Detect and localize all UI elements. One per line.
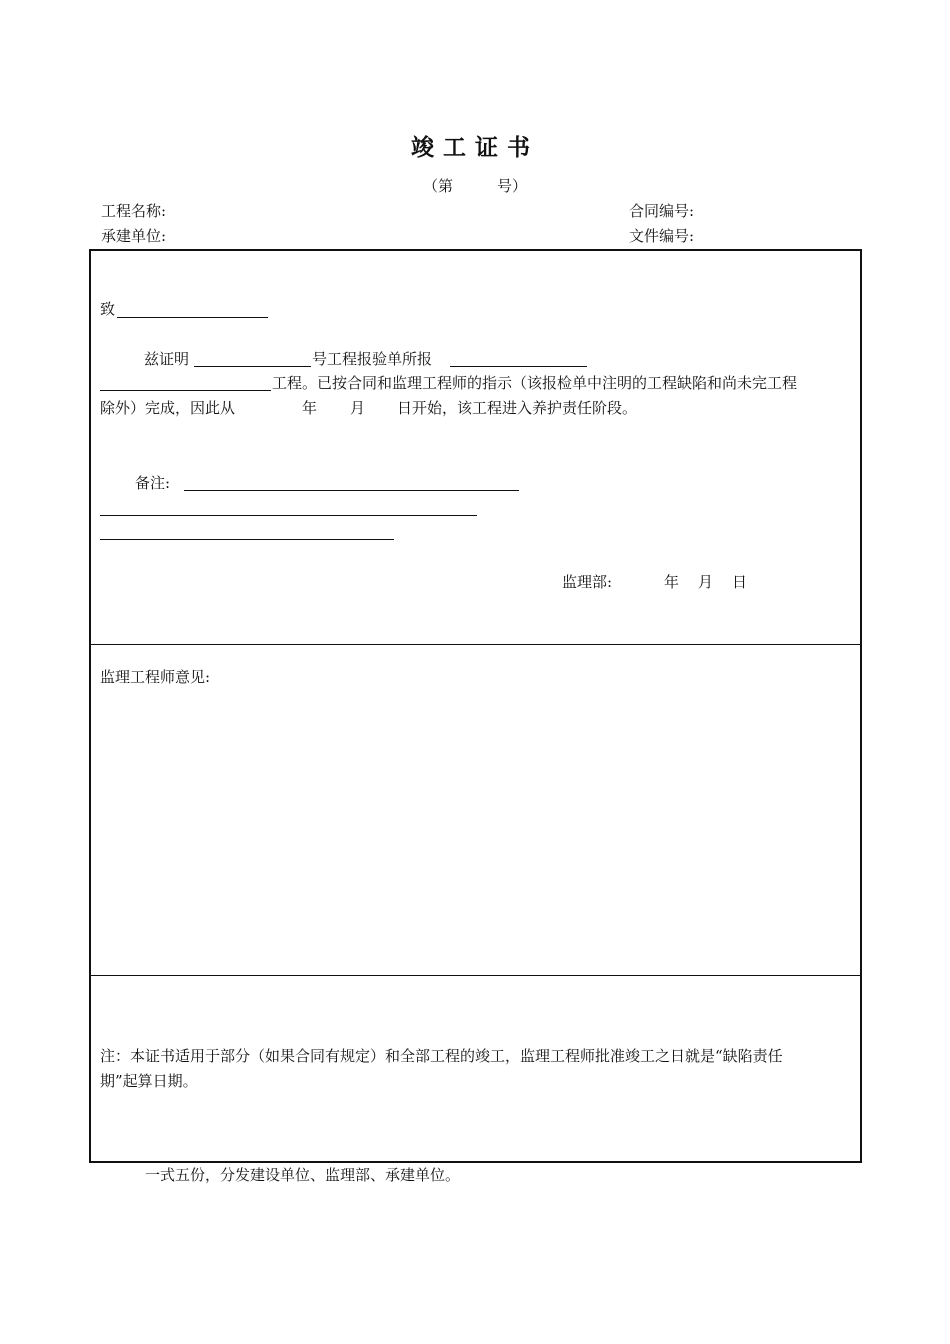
number-open: （第	[422, 177, 453, 195]
report-number-blank	[194, 366, 311, 367]
date-year-label: 年	[664, 573, 680, 591]
start-month-label: 月	[350, 399, 366, 417]
contractor-label: 承建单位:	[101, 227, 167, 245]
recipient-blank	[117, 317, 268, 318]
reported-project-blank	[450, 366, 587, 367]
certify-line3-a: 除外）完成，因此从	[100, 399, 236, 417]
start-year-label: 年	[302, 399, 318, 417]
certificate-table	[89, 249, 862, 1163]
certificate-number	[0, 179, 950, 194]
certify-line2: 工程。已按合同和监理工程师的指示（该报检单中注明的工程缺陷和尚未完工程	[272, 374, 798, 392]
remarks-label: 备注:	[135, 474, 171, 492]
certify-line3-b: 日开始，该工程进入养护责任阶段。	[397, 399, 638, 417]
contract-no-label: 合同编号:	[629, 202, 695, 220]
note-line-2: 期”起算日期。	[100, 1072, 198, 1090]
project-blank	[100, 390, 271, 391]
note-line-1: 注：本证书适用于部分（如果合同有规定）和全部工程的竣工，监理工程师批准竣工之日就是“缺陷责任	[100, 1047, 783, 1065]
remarks-line-2	[100, 515, 477, 516]
supervision-dept-label: 监理部:	[562, 573, 613, 591]
section-divider-1	[91, 644, 860, 645]
number-close: 号）	[497, 177, 528, 195]
engineer-opinion-label: 监理工程师意见:	[100, 668, 211, 686]
project-name-label: 工程名称:	[101, 202, 167, 220]
remarks-line-3	[100, 539, 394, 540]
section-divider-2	[91, 975, 860, 976]
date-day-label: 日	[732, 573, 748, 591]
date-month-label: 月	[698, 573, 714, 591]
certify-mid: 号工程报验单所报	[312, 350, 433, 368]
page-title: 竣工证书	[411, 135, 539, 161]
certify-prefix: 兹证明	[144, 350, 190, 368]
distribution-note: 一式五份，分发建设单位、监理部、承建单位。	[145, 1166, 461, 1184]
remarks-line-1	[184, 490, 519, 491]
to-label: 致	[100, 300, 116, 318]
file-no-label: 文件编号:	[629, 227, 695, 245]
